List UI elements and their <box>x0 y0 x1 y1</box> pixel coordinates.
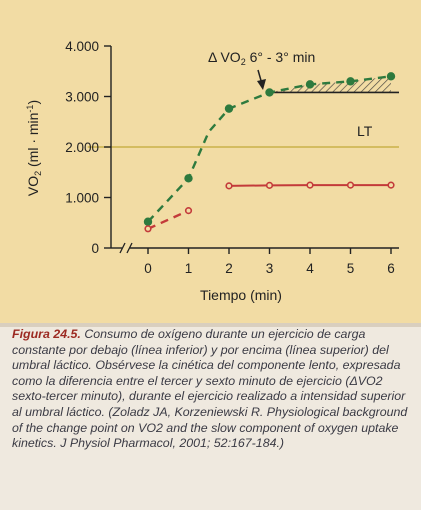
above-lt-series-point <box>307 81 314 88</box>
below-lt-series-point <box>388 182 394 188</box>
y-tick-label: 3.000 <box>65 89 99 105</box>
x-tick-label: 6 <box>387 261 395 276</box>
below-lt-series-point <box>267 183 273 189</box>
x-axis-label: Tiempo (min) <box>200 287 282 303</box>
x-axis-break <box>120 243 132 253</box>
caption-text: Consumo de oxígeno durante un ejercicio de carga constante por debajo (línea inferior) y por encima (línea superior) del umbral láctico. Obsérvese la cinética del componente lento, expresada como la diferencia entre el tercer y sexto minuto de ejercicio (ΔVO2 sexto-tercer minuto), durante el ejercicio realizado a intensidad superior al umbral láctico. (Zoladz JA, Korzeniewski R. Physiological background of the change point on VO2 and the slow component of oxygen uptake kinetics. J Physiol Pharmacol, 2001; 52:167-184.) <box>12 327 408 451</box>
x-tick-label: 0 <box>144 261 152 276</box>
y-tick-label: 0 <box>91 241 99 256</box>
y-tick-label: 2.000 <box>65 140 99 155</box>
below-lt-series-point <box>186 208 192 214</box>
x-tick-label: 3 <box>265 261 274 276</box>
above-lt-series-point <box>185 175 192 182</box>
below-lt-series-point <box>307 182 313 188</box>
y-tick-label: 1.000 <box>65 190 99 206</box>
figure-caption <box>12 327 412 452</box>
x-tick-label: 4 <box>306 261 314 276</box>
above-lt-series-point <box>145 218 152 225</box>
above-lt-series-point <box>388 73 395 80</box>
below-lt-series-line <box>148 211 189 229</box>
below-lt-series-point <box>145 226 151 232</box>
figure-label: Figura 24.5. <box>12 327 81 341</box>
lt-label: LT <box>357 123 373 139</box>
y-tick-label: 4.000 <box>65 39 99 54</box>
above-lt-series-point <box>266 89 273 96</box>
x-tick-label: 2 <box>225 261 233 276</box>
above-lt-series-line <box>148 76 391 221</box>
delta-arrow-head <box>257 79 266 90</box>
below-lt-series-point <box>348 182 354 188</box>
delta-vo2-label: Δ $VO_2$ 6° - 3° min <box>208 49 316 67</box>
x-tick-label: 1 <box>184 261 193 276</box>
x-tick-label: 5 <box>346 261 355 276</box>
y-axis-label: $VO_2$ $(ml \cdot \min^{-1})$ <box>25 99 43 197</box>
below-lt-series-point <box>226 183 232 189</box>
above-lt-series-point <box>226 105 233 112</box>
above-lt-series-point <box>347 78 354 85</box>
